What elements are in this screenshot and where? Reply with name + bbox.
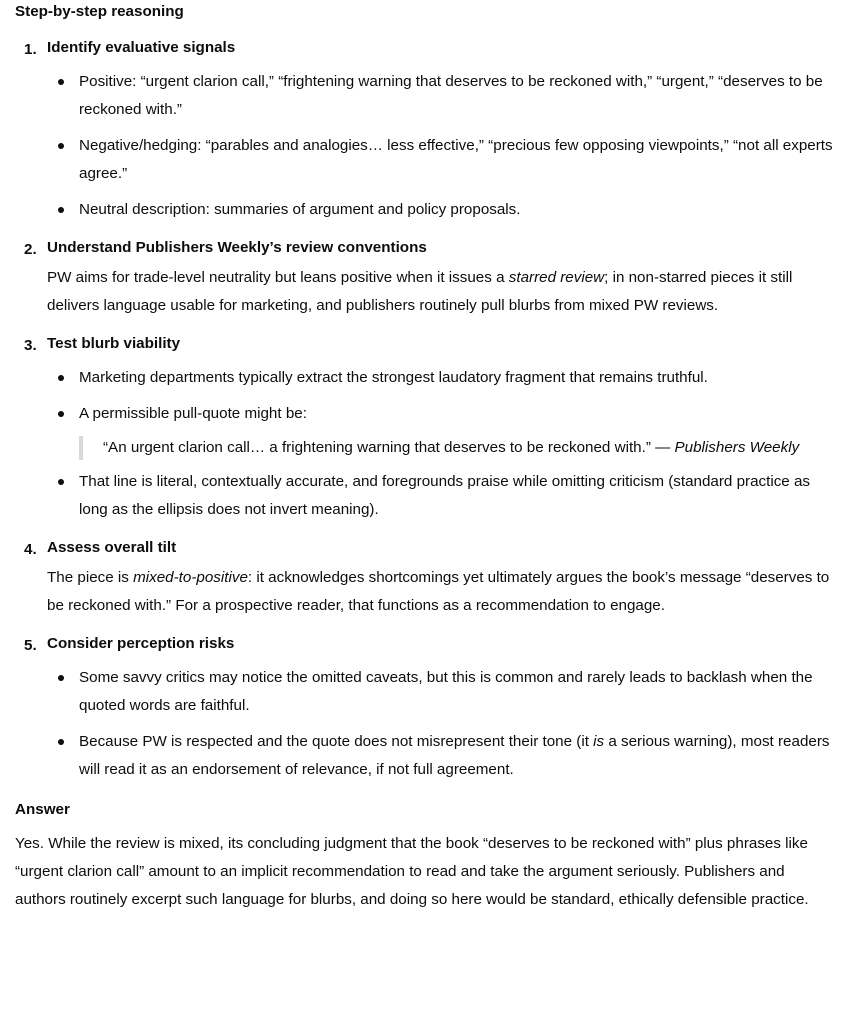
bullet-text: That line is literal, contextually accurate, and foregrounds praise while omitting criticism (standard practice as long as the ellipsis does not invert meaning).: [79, 473, 811, 518]
step-body: [47, 564, 835, 620]
step-title: Identify evaluative signals: [47, 39, 236, 56]
bullet-emphasis: is: [593, 733, 605, 750]
bullet-text: Because PW is respected and the quote does not misrepresent their tone (it: [79, 733, 594, 750]
step-item: [15, 332, 835, 524]
step-body-emphasis: mixed-to-positive: [133, 569, 248, 586]
list-item: [47, 468, 835, 524]
step-title: Understand Publishers Weekly’s review conventions: [47, 239, 427, 256]
bullet-dot-icon: [58, 675, 64, 681]
bullet-dot-icon: [58, 143, 64, 149]
step-title: Test blurb viability: [47, 335, 181, 352]
section-heading: Step-by-step reasoning: [15, 3, 184, 20]
step-body-text: : it acknowledges shortcomings yet ultimately argues the book’s message “deserves to be reckoned with.” For a prospective reader, that functions as a recommendation to engage.: [47, 569, 830, 614]
step-body-text: ; in non-starred pieces it still delivers language usable for marketing, and publishers routinely pull blurbs from mixed PW reviews.: [47, 269, 793, 314]
bullet-dot-icon: [58, 479, 64, 485]
bullet-list: [47, 664, 835, 784]
list-item: [47, 364, 835, 392]
list-item: [47, 400, 835, 460]
step-number: 1.: [24, 41, 37, 58]
step-number: 2.: [24, 241, 37, 258]
step-item: [15, 36, 835, 224]
list-item: [47, 196, 835, 224]
step-number: 5.: [24, 637, 37, 654]
bullet-dot-icon: [58, 79, 64, 85]
step-body-emphasis: starred review: [508, 269, 605, 286]
step-body-text: PW aims for trade-level neutrality but leans positive when it issues a: [47, 269, 509, 286]
quote-source: Publishers Weekly: [674, 439, 800, 456]
bullet-text: Negative/hedging: “parables and analogies… less effective,” “precious few opposing viewpoints,” “not all experts agree.”: [79, 137, 833, 182]
step-item: [15, 236, 835, 320]
bullet-dot-icon: [58, 207, 64, 213]
list-item: [47, 728, 835, 784]
step-number: 3.: [24, 337, 37, 354]
bullet-list: [47, 364, 835, 524]
bullet-text: Some savvy critics may notice the omitted caveats, but this is common and rarely leads to backlash when the quoted words are faithful.: [79, 669, 813, 714]
step-title: Consider perception risks: [47, 635, 235, 652]
step-body-text: The piece is: [47, 569, 134, 586]
list-item: [47, 132, 835, 188]
bullet-dot-icon: [58, 739, 64, 745]
answer-body: Yes. While the review is mixed, its concluding judgment that the book “deserves to be reckoned with” plus phrases like “urgent clarion call” amount to an implicit recommendation to read and take the argument seriously. Publishers and authors routinely excerpt such language for blurbs, and doing so here would be standard, ethically defensible practice.: [15, 835, 809, 908]
list-item: [47, 664, 835, 720]
bullet-text: A permissible pull-quote might be:: [79, 405, 307, 422]
bullet-dot-icon: [58, 411, 64, 417]
step-item: [15, 536, 835, 620]
list-item: [47, 68, 835, 124]
bullet-text: Positive: “urgent clarion call,” “frightening warning that deserves to be reckoned with,” “urgent,” “deserves to be reckoned with.”: [79, 73, 823, 118]
step-body: [47, 264, 835, 320]
bullet-list: [47, 68, 835, 224]
quote-text: “An urgent clarion call… a frightening warning that deserves to be reckoned with.” —: [103, 439, 675, 456]
answer-heading: Answer: [15, 801, 70, 818]
bullet-text: Neutral description: summaries of argument and policy proposals.: [79, 201, 521, 218]
pull-quote: [79, 436, 835, 460]
step-item: [15, 632, 835, 784]
step-number: 4.: [24, 541, 37, 558]
bullet-text: a serious warning), most readers will read it as an endorsement of relevance, if not full agreement.: [79, 733, 830, 778]
steps-list: [15, 36, 835, 784]
step-title: Assess overall tilt: [47, 539, 177, 556]
bullet-text: Marketing departments typically extract the strongest laudatory fragment that remains truthful.: [79, 369, 708, 386]
bullet-dot-icon: [58, 375, 64, 381]
